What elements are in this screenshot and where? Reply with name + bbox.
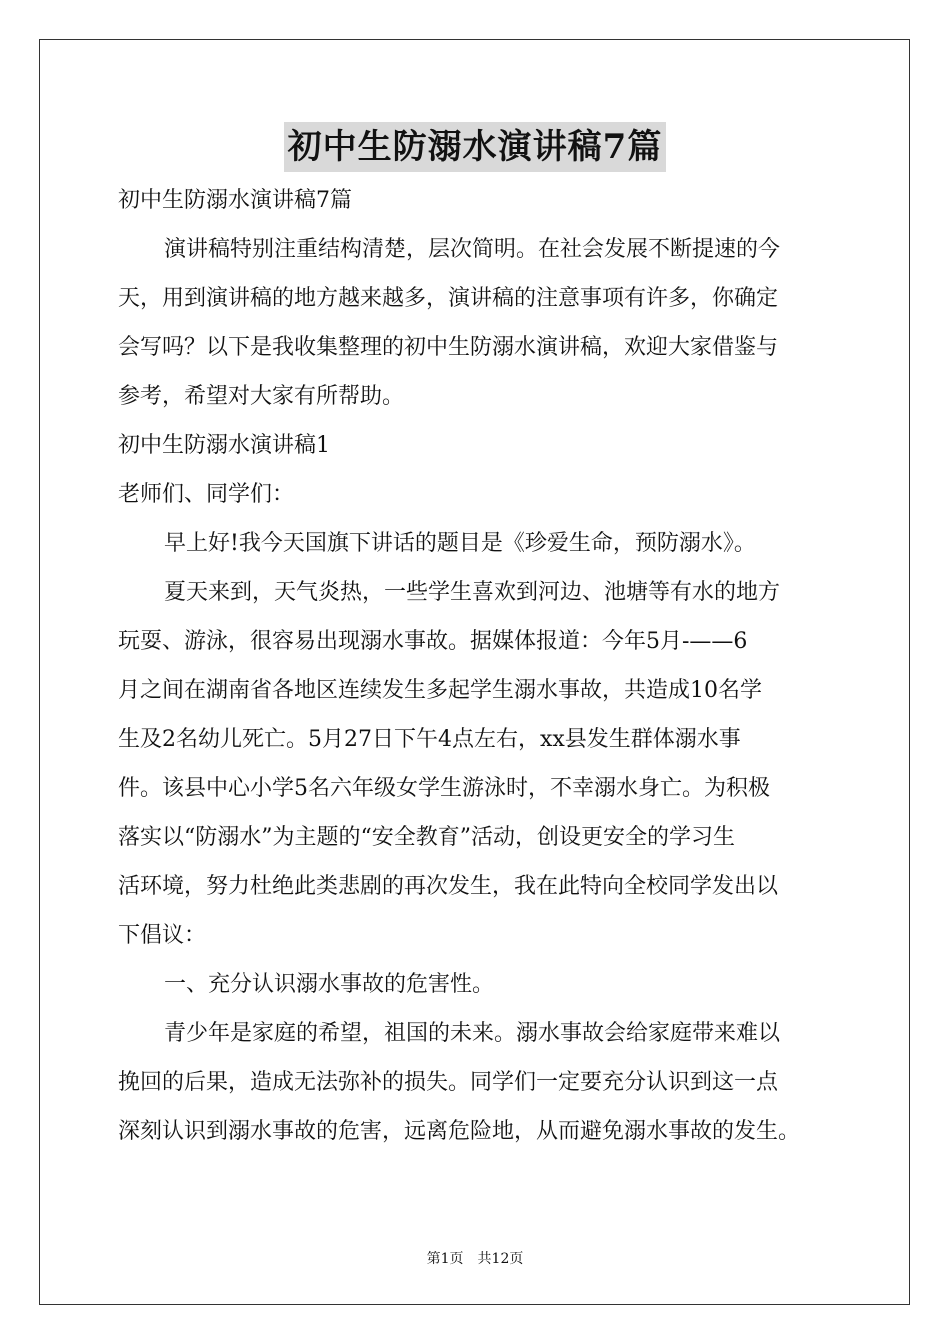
document-body bbox=[118, 176, 838, 1156]
title-container bbox=[0, 122, 950, 172]
document-title: 初中生防溺水演讲稿7篇 bbox=[284, 122, 667, 172]
paragraph-line: 下倡议： bbox=[118, 923, 207, 948]
paragraph-line: 月之间在湖南省各地区连续发生多起学生溺水事故，共造成10名学 bbox=[118, 678, 762, 703]
page-number-label: 第1页 共12页 bbox=[426, 1251, 524, 1267]
paragraph-line: 活环境，努力杜绝此类悲剧的再次发生，我在此特向全校同学发出以 bbox=[118, 874, 779, 899]
page-footer bbox=[0, 1248, 950, 1268]
salutation-line: 老师们、同学们： bbox=[118, 482, 295, 507]
paragraph-line: 青少年是家庭的希望，祖国的未来。溺水事故会给家庭带来难以 bbox=[164, 1021, 781, 1046]
paragraph-line: 件。该县中心小学5名六年级女学生游泳时，不幸溺水身亡。为积极 bbox=[118, 776, 770, 801]
paragraph-line: 演讲稿特别注重结构清楚，层次简明。在社会发展不断提速的今 bbox=[164, 237, 781, 262]
paragraph-line: 早上好!我今天国旗下讲话的题目是《珍爱生命，预防溺水》。 bbox=[164, 531, 756, 556]
paragraph-line: 玩耍、游泳，很容易出现溺水事故。据媒体报道：今年5月-——6 bbox=[118, 629, 748, 654]
section-heading: 初中生防溺水演讲稿1 bbox=[118, 433, 330, 458]
paragraph-line: 落实以“防溺水”为主题的“安全教育”活动，创设更安全的学习生 bbox=[118, 825, 735, 850]
paragraph-line: 挽回的后果，造成无法弥补的损失。同学们一定要充分认识到这一点 bbox=[118, 1070, 779, 1095]
paragraph-line: 生及2名幼儿死亡。5月27日下午4点左右，xx县发生群体溺水事 bbox=[118, 727, 741, 752]
subtitle-line: 初中生防溺水演讲稿7篇 bbox=[118, 188, 352, 213]
paragraph-line: 参考，希望对大家有所帮助。 bbox=[118, 384, 405, 409]
paragraph-line: 天，用到演讲稿的地方越来越多，演讲稿的注意事项有许多，你确定 bbox=[118, 286, 779, 311]
paragraph-line: 深刻认识到溺水事故的危害，远离危险地，从而避免溺水事故的发生。 bbox=[118, 1119, 801, 1144]
numbered-heading: 一、充分认识溺水事故的危害性。 bbox=[164, 972, 495, 997]
paragraph-line: 会写吗？以下是我收集整理的初中生防溺水演讲稿，欢迎大家借鉴与 bbox=[118, 335, 779, 360]
paragraph-line: 夏天来到，天气炎热，一些学生喜欢到河边、池塘等有水的地方 bbox=[164, 580, 781, 605]
